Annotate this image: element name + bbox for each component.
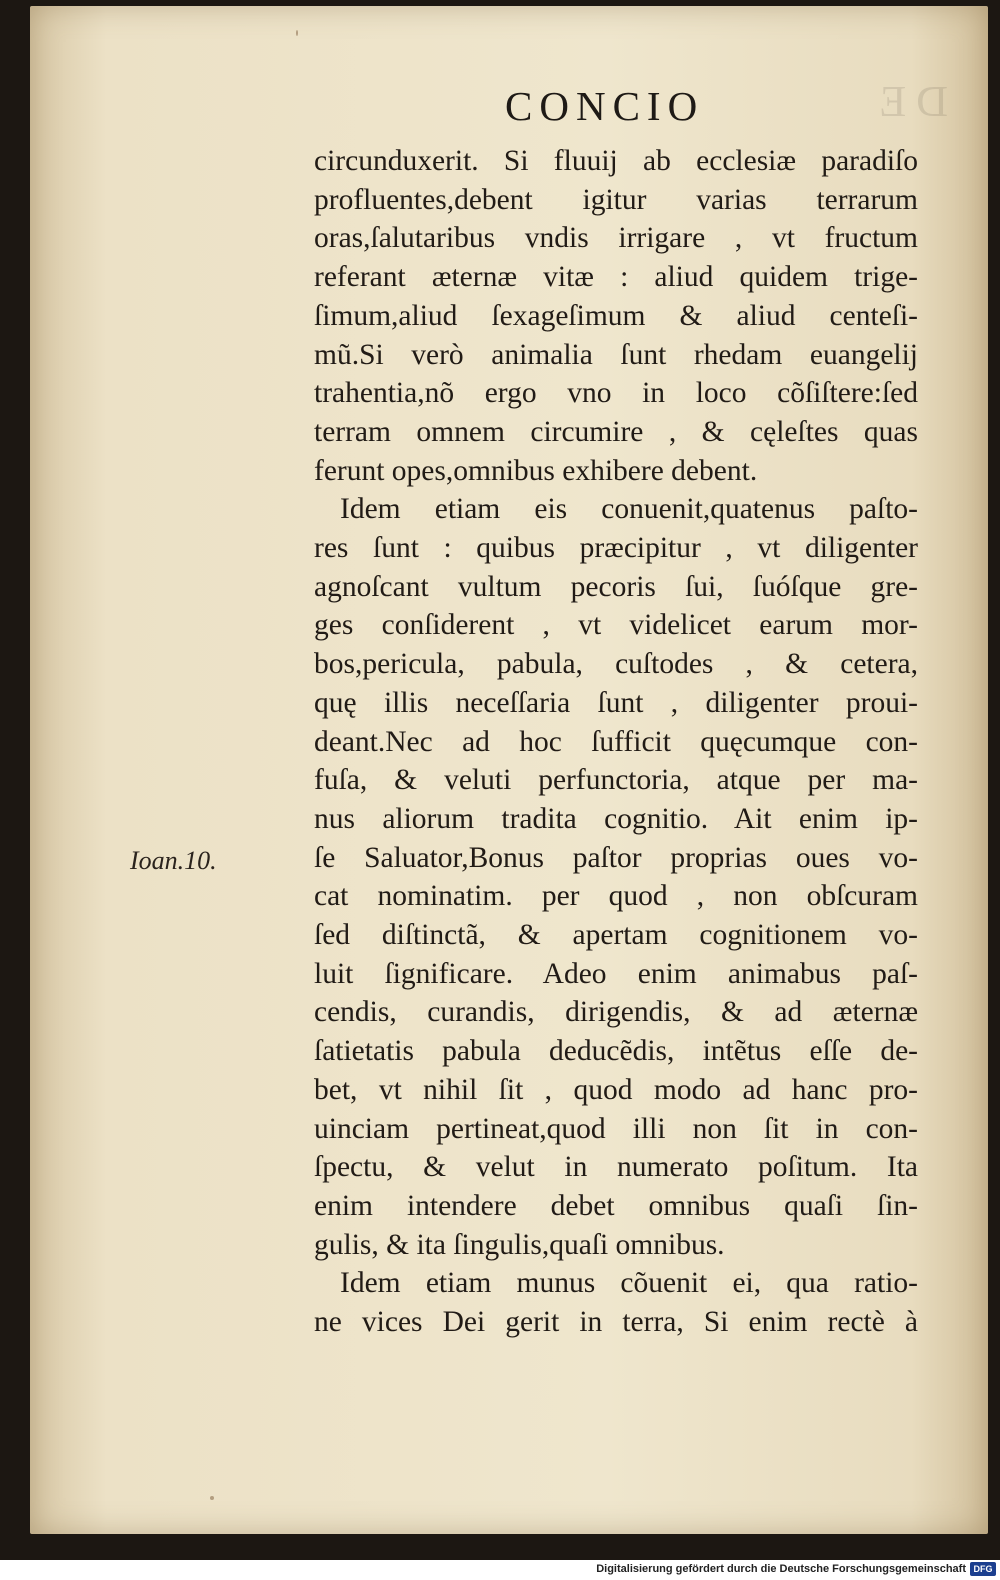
- text-line: ſed diſtinctã, & apertam cognitionem vo-: [314, 919, 918, 952]
- text-line: ſe Saluator,Bonus paſtor proprias oues vo-: [314, 841, 918, 874]
- text-line: ſimum,aliud ſexageſimum & aliud centeſi-: [314, 299, 918, 332]
- text-line: Idem etiam eis conuenit,quatenus paſto-: [340, 493, 918, 526]
- text-line: terram omnem circumire , & cęleſtes quas: [314, 415, 918, 448]
- text-line: uinciam pertineat,quod illi non ſit in con-: [314, 1112, 918, 1145]
- paper-speck: [210, 1496, 214, 1500]
- text-line: luit ſignificare. Adeo enim animabus paſ-: [314, 957, 918, 990]
- running-title: CONCIO: [505, 83, 705, 129]
- text-line: ferunt opes,omnibus exhibere debent.: [314, 454, 758, 487]
- text-line: trahentia,nõ ergo vno in loco cõſiſtere:ſed: [314, 377, 918, 410]
- text-line: nus aliorum tradita cognitio. Ait enim ip-: [314, 802, 918, 835]
- funding-credit: Digitalisierung gefördert durch die Deutsche Forschungsgemeinschaft: [596, 1563, 966, 1575]
- text-line: profluentes,debent igitur varias terrarum: [314, 183, 918, 216]
- text-line: ſpectu, & velut in numerato poſitum. Ita: [314, 1151, 918, 1184]
- text-line: agnoſcant vultum pecoris ſui, ſuóſque gre-: [314, 570, 918, 603]
- text-line: enim intendere debet omnibus quaſi ſin-: [314, 1189, 918, 1222]
- text-line: gulis, & ita ſingulis,quaſi omnibus.: [314, 1228, 725, 1261]
- dfg-logo: DFG: [970, 1562, 996, 1576]
- text-line: fuſa, & veluti perfunctoria, atque per ma-: [314, 764, 918, 797]
- text-line: oras,ſalutaribus vndis irrigare , vt fructum: [314, 222, 918, 255]
- text-line: bos,pericula, pabula, cuſtodes , & cetera,: [314, 648, 918, 681]
- text-line: deant.Nec ad hoc ſufficit quęcumque con-: [314, 725, 918, 758]
- text-line: res ſunt : quibus præcipitur , vt diligenter: [314, 532, 918, 565]
- text-line: cat nominatim. per quod , non obſcuram: [314, 880, 918, 913]
- text-line: ſatietatis pabula deducẽdis, intẽtus eſſe de-: [314, 1035, 918, 1068]
- text-line: ne vices Dei gerit in terra, Si enim rectè à: [314, 1306, 918, 1339]
- text-line: ges conſiderent , vt videlicet earum mor-: [314, 609, 918, 642]
- body-text: [314, 142, 918, 1342]
- text-line: cendis, curandis, dirigendis, & ad æternæ: [314, 996, 918, 1029]
- text-line: referant æternæ vitæ : aliud quidem trige-: [314, 261, 918, 294]
- text-line: quę illis neceſſaria ſunt , diligenter proui-: [314, 686, 918, 719]
- bleed-through-text: DE: [869, 77, 948, 126]
- text-line: bet, vt nihil ſit , quod modo ad hanc pro-: [314, 1073, 918, 1106]
- text-line: mũ.Si verò animalia ſunt rhedam euangelij: [314, 338, 918, 371]
- text-line: Idem etiam munus cõuenit ei, qua ratio-: [340, 1267, 918, 1300]
- margin-note: Ioan.10.: [130, 846, 217, 875]
- text-line: circunduxerit. Si fluuij ab ecclesiæ paradiſo: [314, 145, 918, 177]
- paper-speck: [296, 30, 298, 36]
